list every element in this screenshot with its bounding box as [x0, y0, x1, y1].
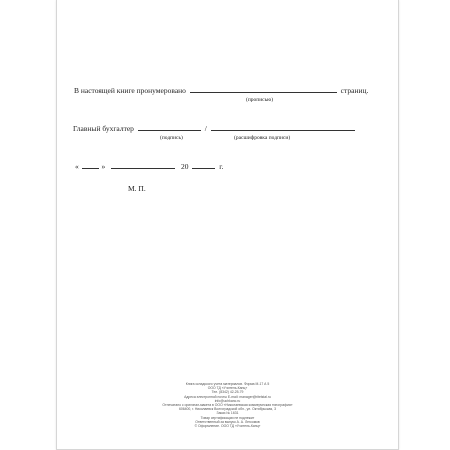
signature-decoding-caption: (расшифровка подписи)	[234, 135, 291, 141]
signature-field	[138, 124, 201, 131]
stamp-place-label: М. П.	[128, 184, 146, 193]
date-year-field	[192, 162, 215, 169]
date-quote-open: «	[75, 162, 79, 171]
imprint-line: Товар сертификации не подлежит	[200, 415, 255, 420]
imprint-line: Книга складского учета материалов. Форма М-17 А 5	[185, 382, 270, 386]
imprint-line: 606400, г. Николаевск Волгоградской обл., ул. Октябрьская, 3	[178, 407, 277, 412]
imprint-line: Отпечатано с оригинал-макета в ООО «Николаевская коммерческая типография»	[162, 403, 293, 408]
date-line	[75, 162, 223, 171]
date-year-suffix: г.	[219, 162, 224, 171]
imprint-line: Тел. (8342) 42-25-79	[211, 390, 244, 395]
imprint-line: Ответственный за выпуск А. А. Легкомов	[195, 419, 260, 424]
chief-accountant-label: Главный бухгалтер	[73, 124, 134, 133]
imprint-line: ООО ТД «Учитель-Канц»	[207, 386, 248, 391]
signature-separator: /	[204, 124, 207, 133]
imprint-line: info@uchkanc.ru	[214, 398, 241, 403]
chief-accountant-line	[73, 124, 357, 133]
pages-count-line	[74, 86, 368, 95]
pages-count-label: В настоящей книге пронумеровано	[74, 86, 186, 95]
date-quote-close: »	[101, 162, 106, 171]
date-year-prefix: 20	[181, 162, 189, 171]
document-page	[56, 0, 399, 450]
date-day-field	[82, 162, 99, 169]
imprint-line: Заказ № 1631	[216, 411, 239, 416]
imprint-footer	[57, 382, 398, 428]
date-month-field	[111, 162, 175, 169]
signature-caption: (подпись)	[160, 135, 183, 141]
signature-decoding-field	[211, 124, 355, 131]
pages-count-field	[190, 86, 337, 93]
pages-count-end: страниц.	[340, 86, 369, 95]
imprint-line: © Оформление. ООО ТД «Учитель-Канц»	[194, 424, 261, 429]
pages-count-caption: (прописью)	[246, 97, 274, 103]
imprint-line: Адреса электронной почты E-mail: manager@ritelstal.ru	[184, 394, 271, 399]
